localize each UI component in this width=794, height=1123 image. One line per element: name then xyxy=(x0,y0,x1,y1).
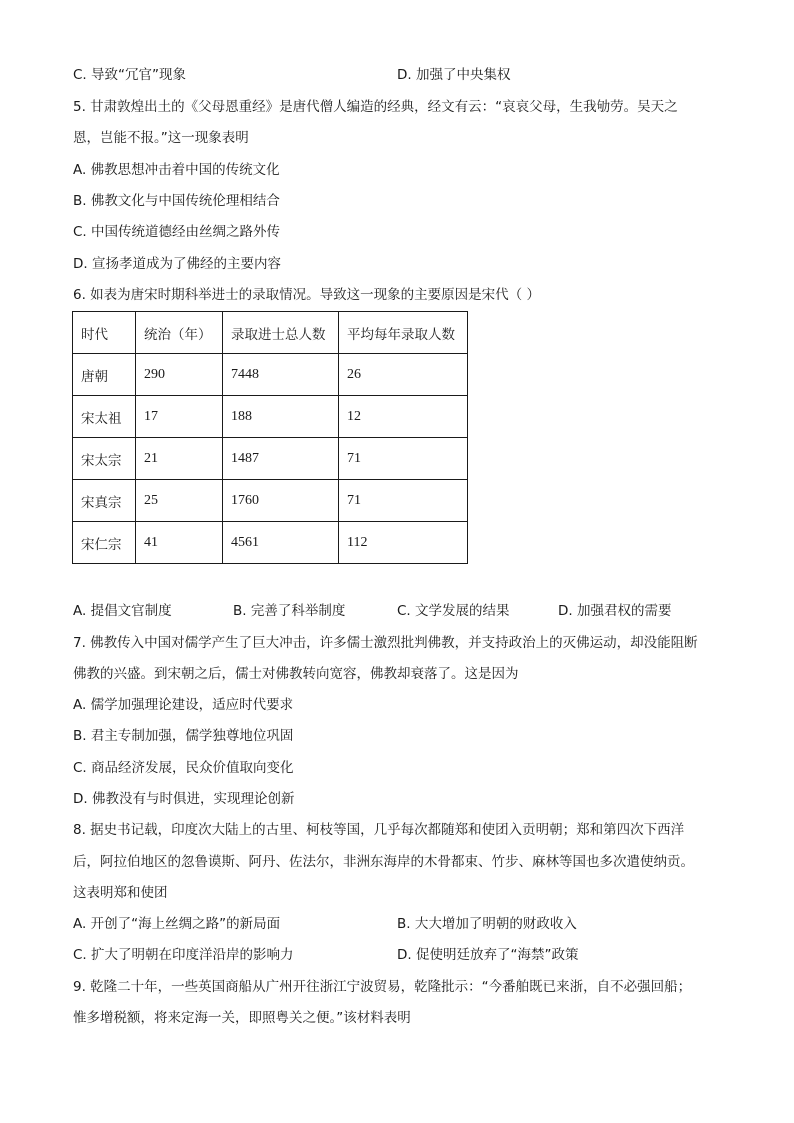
table-header-cell: 平均每年录取人数 xyxy=(339,312,468,354)
q7-option-d: D. 佛教没有与时俱进，实现理论创新 xyxy=(73,791,295,807)
q9-stem-line2: 惟多增税额，将来定海一关，即照粤关之便。”该材料表明 xyxy=(73,1010,411,1026)
table-cell: 21 xyxy=(136,438,223,480)
q8-option-d: D. 促使明廷放弃了“海禁”政策 xyxy=(397,947,579,963)
table-cell: 4561 xyxy=(223,522,339,564)
q9-stem-line1: 9. 乾隆二十年，一些英国商船从广州开往浙江宁波贸易，乾隆批示：“今番舶既已来浙，自不必强回船； xyxy=(73,979,692,995)
q8-option-b: B. 大大增加了明朝的财政收入 xyxy=(397,916,577,932)
q7-option-b: B. 君主专制加强，儒学独尊地位巩固 xyxy=(73,728,294,744)
q6-option-d: D. 加强君权的需要 xyxy=(558,603,672,619)
table-header-row xyxy=(73,312,468,354)
q7-stem-line2: 佛教的兴盛。到宋朝之后，儒士对佛教转向宽容，佛教却衰落了。这是因为 xyxy=(73,666,519,682)
q5-option-b: B. 佛教文化与中国传统伦理相结合 xyxy=(73,193,280,209)
q5-option-d: D. 宣扬孝道成为了佛经的主要内容 xyxy=(73,256,281,272)
q8-stem-line3: 这表明郑和使团 xyxy=(73,885,168,901)
q8-stem-line2: 后，阿拉伯地区的忽鲁谟斯、阿丹、佐法尔，非洲东海岸的木骨都束、竹步、麻林等国也多次遣使纳贡。 xyxy=(73,854,694,870)
table-cell: 112 xyxy=(339,522,468,564)
q5-stem-line1: 5. 甘肃敦煌出土的《父母恩重经》是唐代僧人编造的经典，经文有云：“哀哀父母，生我劬劳。吴天之 xyxy=(73,99,678,115)
q6-option-c: C. 文学发展的结果 xyxy=(397,603,510,619)
q8-option-a: A. 开创了“海上丝绸之路”的新局面 xyxy=(73,916,281,932)
q5-option-a: A. 佛教思想冲击着中国的传统文化 xyxy=(73,162,280,178)
table-cell: 12 xyxy=(339,396,468,438)
q7-option-c: C. 商品经济发展，民众价值取向变化 xyxy=(73,760,294,776)
table-row xyxy=(73,522,468,564)
q7-stem-line1: 7. 佛教传入中国对儒学产生了巨大冲击，许多儒士激烈批判佛教，并支持政治上的灭佛运动，却没能阻断 xyxy=(73,635,698,651)
table-cell: 宋仁宗 xyxy=(73,522,136,564)
table-cell: 71 xyxy=(339,438,468,480)
table-cell: 宋太宗 xyxy=(73,438,136,480)
q5-option-c: C. 中国传统道德经由丝绸之路外传 xyxy=(73,224,281,240)
table-cell: 41 xyxy=(136,522,223,564)
q8-stem-line1: 8. 据史书记载，印度次大陆上的古里、柯枝等国，几乎每次都随郑和使团入贡明朝；郑和第四次下西洋 xyxy=(73,822,685,838)
q5-stem-line2: 恩，岂能不报。”这一现象表明 xyxy=(73,130,249,146)
option-c-prev: C. 导致“冗官”现象 xyxy=(73,67,186,83)
table-cell: 26 xyxy=(339,354,468,396)
table-cell: 宋太祖 xyxy=(73,396,136,438)
table-cell: 7448 xyxy=(223,354,339,396)
table-cell: 1760 xyxy=(223,480,339,522)
table-header-cell: 统治（年） xyxy=(136,312,223,354)
table-cell: 25 xyxy=(136,480,223,522)
q6-data-table xyxy=(72,311,468,564)
q6-option-b: B. 完善了科举制度 xyxy=(233,603,346,619)
q7-option-a: A. 儒学加强理论建设，适应时代要求 xyxy=(73,697,294,713)
table-header-cell: 时代 xyxy=(73,312,136,354)
table-row xyxy=(73,396,468,438)
table-cell: 宋真宗 xyxy=(73,480,136,522)
table-cell: 188 xyxy=(223,396,339,438)
table-row xyxy=(73,354,468,396)
table-cell: 71 xyxy=(339,480,468,522)
q6-stem: 6. 如表为唐宋时期科举进士的录取情况。导致这一现象的主要原因是宋代（ ） xyxy=(73,287,540,303)
q6-option-a: A. 提倡文官制度 xyxy=(73,603,172,619)
table-header-cell: 录取进士总人数 xyxy=(223,312,339,354)
table-cell: 17 xyxy=(136,396,223,438)
table-row xyxy=(73,438,468,480)
table-cell: 唐朝 xyxy=(73,354,136,396)
table-cell: 290 xyxy=(136,354,223,396)
table-row xyxy=(73,480,468,522)
q8-option-c: C. 扩大了明朝在印度洋沿岸的影响力 xyxy=(73,947,294,963)
option-d-prev: D. 加强了中央集权 xyxy=(397,67,511,83)
table-cell: 1487 xyxy=(223,438,339,480)
